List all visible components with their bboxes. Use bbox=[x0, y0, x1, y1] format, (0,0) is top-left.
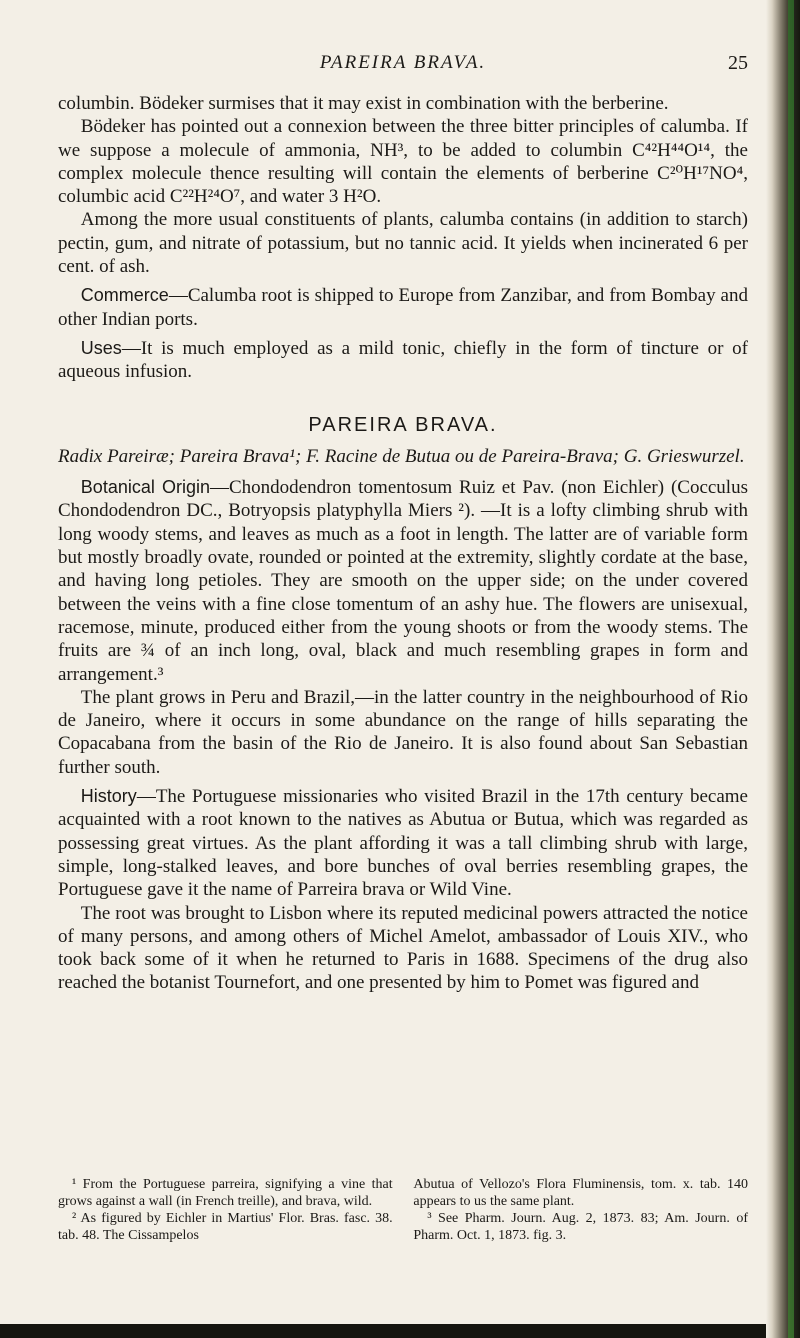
book-spine-edge bbox=[766, 0, 800, 1338]
paragraph-commerce bbox=[58, 284, 748, 331]
section-synonyms: Radix Pareiræ; Pareira Brava¹; F. Racine de Butua ou de Pareira-Brava; G. Grieswurzel. bbox=[58, 445, 745, 467]
page-header bbox=[58, 52, 748, 82]
botanical-origin-text: —Chondodendron tomentosum Ruiz et Pav. (non Eichler) (Cocculus Chondodendron DC., Botryopsis platyphylla Miers ²). —It is a lofty climbing shrub with long woody stems, and leaves as much as a foot in length. The latter are of variable form but mostly broadly ovate, rounded or pointed at the extremity, slightly cordate at the base, and having long petioles. They are smooth on the upper side; on the under covered between the veins with a fine close tomentum of an ashy hue. The flowers are unisexual, racemose, minute, produced either from the young shoots or from the woody stems. The fruits are ¾ of an inch long, oval, black and much resembling grapes in form and arrangement.³ bbox=[58, 477, 748, 685]
paragraph-botanical-origin bbox=[58, 476, 748, 686]
uses-heading: Uses bbox=[80, 337, 122, 358]
paragraph-plant-range: The plant grows in Peru and Brazil,—in the latter country in the neighbourhood of Rio de Janeiro, where it occurs in some abundance on the range of hills separating the Copacabana from the basin of the Rio de Janeiro. It is also found about San Sebastian further south. bbox=[58, 686, 748, 778]
footnotes-right-column bbox=[413, 1176, 748, 1244]
commerce-heading: Commerce bbox=[80, 285, 169, 306]
footnote-1: ¹ From the Portuguese parreira, signifying a vine that grows against a wall (in French treille), and brava, wild. bbox=[58, 1177, 393, 1209]
section-title: PAREIRA BRAVA. bbox=[308, 413, 498, 436]
book-cover-edge bbox=[788, 0, 794, 1338]
running-title: PAREIRA BRAVA. bbox=[319, 52, 487, 73]
paragraph-columbin: columbin. Bödeker surmises that it may exist in combination with the berberine. bbox=[58, 93, 669, 114]
paragraph-root: The root was brought to Lisbon where its reputed medicinal powers attracted the notice of many persons, and among others of Michel Amelot, ambassador of Louis XIV., who took back some of it when he returned to Paris in 1688. Specimens of the drug also reached the botanist Tournefort, and one presented by him to Pomet was figured and bbox=[58, 902, 748, 994]
footnotes bbox=[58, 1176, 748, 1244]
commerce-text: —Calumba root is shipped to Europe from Zanzibar, and from Bombay and other Indian ports. bbox=[58, 285, 748, 330]
footnote-2-continued: Abutua of Vellozo's Flora Fluminensis, tom. x. tab. 140 appears to us the same plant. bbox=[413, 1177, 748, 1209]
page-bottom-edge bbox=[0, 1324, 766, 1338]
footnotes-left-column bbox=[58, 1176, 393, 1244]
footnote-2: ² As figured by Eichler in Martius' Flor. Bras. fasc. 38. tab. 48. The Cissampelos bbox=[58, 1211, 393, 1243]
paragraph-bodeker: Bödeker has pointed out a connexion between the three bitter principles of calumba. If we suppose a molecule of ammonia, NH³, to be added to columbin C⁴²H⁴⁴O¹⁴, the complex molecule thence resulting will contain the elements of berberine C²⁰H¹⁷NO⁴, columbic acid C²²H²⁴O⁷, and water 3 H²O. bbox=[58, 116, 748, 208]
paragraph-history bbox=[58, 785, 748, 901]
paragraph-uses bbox=[58, 337, 748, 384]
history-heading: History bbox=[80, 786, 137, 807]
page-number: 25 bbox=[728, 52, 748, 74]
uses-text: —It is much employed as a mild tonic, chiefly in the form of tincture or of aqueous infusion. bbox=[58, 337, 748, 383]
body-text bbox=[58, 92, 748, 995]
paragraph-constituents: Among the more usual constituents of plants, calumba contains (in addition to starch) pectin, gum, and nitrate of potassium, but no tannic acid. It yields when incinerated 6 per cent. of ash. bbox=[58, 209, 748, 278]
footnote-3: ³ See Pharm. Journ. Aug. 2, 1873. 83; Am. Journ. of Pharm. Oct. 1, 1873. fig. 3. bbox=[413, 1211, 748, 1243]
botanical-origin-heading: Botanical Origin bbox=[80, 477, 210, 498]
history-text: —The Portuguese missionaries who visited Brazil in the 17th century became acquainted with a root known to the natives as Abutua or Butua, which was regarded as possessing great virtues. As the plant affording it was a tall climbing shrub with large, simple, long-stalked leaves, and bore bunches of oval berries resembling grapes, the Portuguese gave it the name of Parreira brava or Wild Vine. bbox=[58, 786, 748, 901]
